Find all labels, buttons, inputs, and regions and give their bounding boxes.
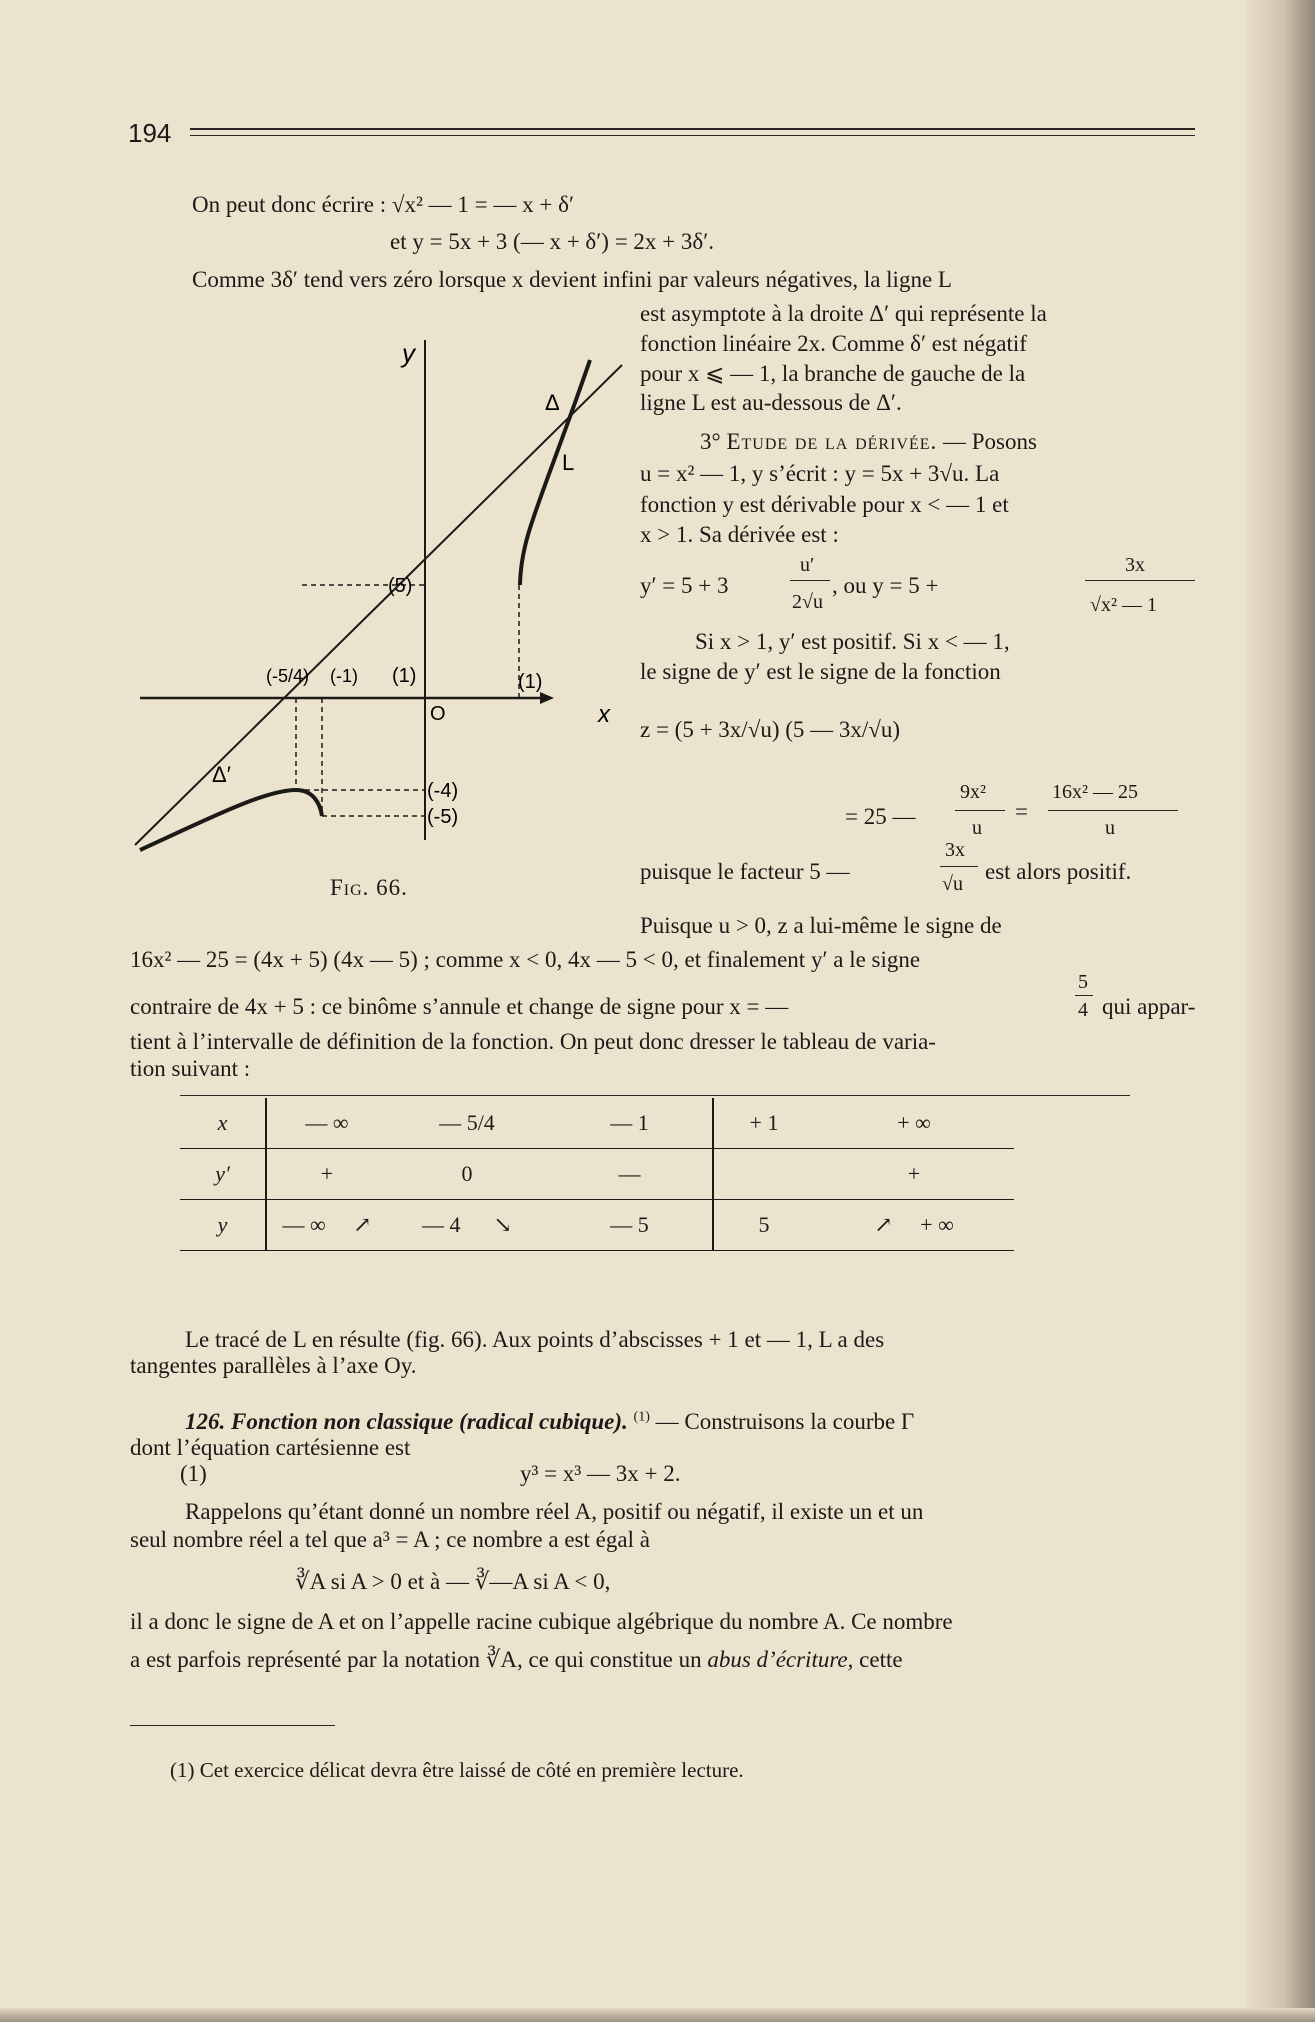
formula-denominator: 2√u — [792, 591, 823, 613]
text-line: ligne L est au-dessous de Δ′. — [640, 390, 902, 415]
text-line: Si x > 1, y′ est positif. Si x < — 1, — [695, 629, 1010, 654]
label-one-y: (1) — [392, 665, 417, 687]
fraction-bar — [1085, 580, 1195, 581]
text-line: il a donc le signe de A et on l’appelle racine cubique algébrique du nombre A. Ce nombre — [130, 1609, 953, 1634]
formula-denominator: √u — [942, 873, 963, 895]
text-line: Rappelons qu’étant donné un nombre réel A, positif ou négatif, il existe un et un — [185, 1499, 924, 1524]
formula-numerator: 5 — [1078, 971, 1088, 993]
text-line: tangentes parallèles à l’axe Oy. — [130, 1353, 417, 1378]
formula: = 25 — — [845, 804, 916, 829]
figure-66 — [130, 310, 630, 900]
text-line: et y = 5x + 3 (— x + δ′) = 2x + 3δ′. — [390, 229, 715, 254]
label-minus-five: (-5) — [427, 806, 459, 828]
fraction-bar — [790, 580, 830, 581]
label-minus-one: (-1) — [330, 666, 358, 686]
text-line: puisque le facteur 5 — — [640, 859, 850, 884]
section-number: 3° — [700, 429, 721, 454]
formula: = — [1015, 799, 1028, 824]
label-minus-four: (-4) — [427, 780, 459, 802]
section-rest: — Posons — [943, 429, 1037, 454]
formula-denominator: u — [972, 817, 982, 839]
text-line: ∛A si A > 0 et à — ∛—A si A < 0, — [295, 1569, 611, 1594]
equation-label: (1) — [180, 1461, 207, 1486]
text-line: Comme 3δ′ tend vers zéro lorsque x devient infini par valeurs négatives, la ligne L — [192, 267, 952, 292]
label-L: L — [562, 450, 575, 475]
section-title: Etude de la dérivée. — [726, 429, 938, 454]
fraction-bar — [1048, 810, 1178, 811]
footnote-rule — [130, 1725, 335, 1726]
section-126-heading: 126. Fonction non classique (radical cubique). $^{(1)}$ — Construisons la courbe Γ — [185, 1409, 915, 1434]
label-delta: Δ — [545, 390, 560, 415]
formula-numerator: 9x² — [960, 781, 986, 803]
fraction-bar — [955, 810, 1005, 811]
section-heading — [700, 430, 1037, 453]
text-line: u = x² — 1, y s’écrit : y = 5x + 3√u. La — [640, 461, 1000, 486]
text-line: 16x² — 25 = (4x + 5) (4x — 5) ; comme x < 0, 4x — 5 < 0, et finalement y′ a le signe — [130, 947, 921, 972]
fraction-bar — [940, 866, 978, 867]
equation: y³ = x³ — 3x + 2. — [520, 1461, 681, 1486]
table-top-rule — [180, 1095, 1130, 1096]
formula-numerator: 3x — [945, 839, 965, 861]
label-origin: O — [430, 703, 446, 725]
formula-denominator: √x² — 1 — [1090, 594, 1157, 616]
text-line: contraire de 4x + 5 : ce binôme s’annule et change de signe pour x = — — [130, 994, 789, 1019]
fraction-bar — [1075, 995, 1093, 996]
formula-numerator: 3x — [1125, 554, 1145, 576]
text-line: tient à l’intervalle de définition de la fonction. On peut donc dresser le tableau de varia- — [130, 1029, 936, 1054]
table-row: x — ∞ — 5/4 — 1 + 1 + ∞ — [180, 1098, 1014, 1149]
formula: y′ = 5 + 3 — [640, 573, 729, 598]
text-line: qui appar- — [1102, 994, 1196, 1019]
page-edge — [1245, 0, 1315, 2022]
text-line: pour x ⩽ — 1, la branche de gauche de la — [640, 361, 1026, 386]
text-line: Puisque u > 0, z a lui-même le signe de — [640, 913, 1002, 938]
text-line: tion suivant : — [130, 1056, 251, 1081]
label-x: x — [598, 701, 610, 728]
text-line: fonction linéaire 2x. Comme δ′ est négatif — [640, 331, 1027, 356]
label-delta-prime: Δ′ — [212, 762, 231, 787]
table-row: y — ∞ ↗ — 4 ↘ — 5 5 ↗ + ∞ — [180, 1200, 1014, 1251]
label-y: y — [402, 338, 415, 368]
formula: z = (5 + 3x/√u) (5 — 3x/√u) — [640, 717, 901, 742]
footnote: (1) Cet exercice délicat devra être laissé de côté en première lecture. — [170, 1758, 744, 1782]
text-line: On peut donc écrire : √x² — 1 = — x + δ′ — [192, 192, 574, 217]
label-one-x: (1) — [518, 671, 543, 693]
text-line: dont l’équation cartésienne est — [130, 1435, 411, 1460]
formula-denominator: u — [1105, 817, 1115, 839]
table-row: y′ + 0 — + — [180, 1149, 1014, 1200]
label-minus-five-quarters: (-5/4) — [266, 666, 310, 686]
formula-numerator: u′ — [800, 554, 815, 576]
formula-numerator: 16x² — 25 — [1052, 781, 1138, 803]
text-line: est asymptote à la droite Δ′ qui représente la — [640, 301, 1047, 326]
figure-caption: Fig. 66. — [330, 875, 408, 900]
variation-table — [180, 1098, 1014, 1251]
formula: , ou y = 5 + — [832, 573, 939, 598]
text-line: fonction y est dérivable pour x < — 1 et — [640, 492, 1009, 517]
header-rule-2 — [190, 135, 1195, 136]
bottom-edge — [0, 2008, 1315, 2022]
text-line: le signe de y′ est le signe de la fonction — [640, 659, 1001, 684]
text-line: Le tracé de L en résulte (fig. 66). Aux points d’abscisses + 1 et — 1, L a des — [185, 1327, 885, 1352]
text-line: a est parfois représenté par la notation ∛A, ce qui constitue un abus d’écriture, cette — [130, 1647, 903, 1672]
page-number: 194 — [128, 118, 172, 148]
label-five: (5) — [388, 575, 413, 597]
header-rule — [190, 128, 1195, 130]
text-line: seul nombre réel a tel que a³ = A ; ce nombre a est égal à — [130, 1527, 650, 1552]
formula-denominator: 4 — [1078, 999, 1088, 1021]
text-line: x > 1. Sa dérivée est : — [640, 522, 839, 547]
text-line: est alors positif. — [985, 859, 1132, 884]
